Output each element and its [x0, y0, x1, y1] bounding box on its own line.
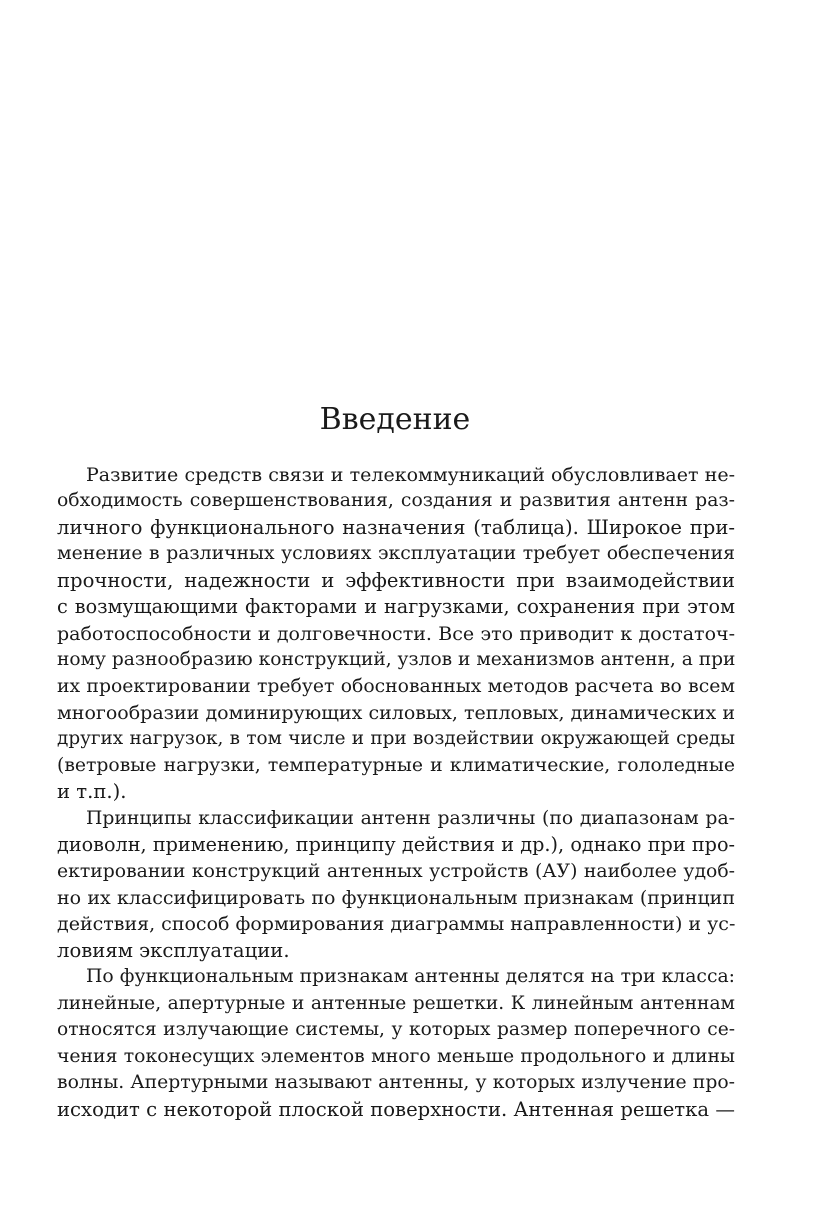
text-line: исходит с некоторой плоской поверхности. Антенная решетка — — [57, 1097, 735, 1121]
text-line: работоспособности и долговечности. Все это приводит к достаточ- — [57, 622, 735, 645]
text-line: волны. Апертурными называют антенны, у которых излучение про- — [57, 1072, 735, 1094]
text-line: ному разнообразию конструкций, узлов и механизмов антенн, а при — [57, 649, 736, 671]
text-line: с возмущающими факторами и нагрузками, сохранения при этом — [57, 595, 735, 619]
text-line: По функциональным признакам антенны делятся на три класса: — [86, 966, 735, 988]
text-line: личного функционального назначения (таблица). Широкое при- — [57, 515, 735, 539]
paragraph-2 — [57, 806, 735, 965]
text-line: обходимость совершенствования, создания и развития антенн раз- — [57, 490, 735, 512]
text-line: и т.п.). — [57, 780, 127, 804]
page-title: Введение — [319, 402, 471, 437]
text-line: ектировании конструкций антенных устройств (АУ) наиболее удоб- — [57, 860, 735, 882]
text-line: Принципы классификации антенн различны (по диапазонам ра- — [86, 807, 735, 829]
text-line: многообразии доминирующих силовых, тепловых, динамических и — [57, 701, 735, 724]
text-line: (ветровые нагрузки, температурные и климатические, гололедные — [57, 754, 735, 776]
text-line: их проектировании требует обоснованных методов расчета во всем — [57, 675, 735, 697]
text-line: других нагрузок, в том числе и при воздействии окружающей среды — [57, 728, 735, 750]
paragraph-3 — [57, 964, 735, 1123]
text-line: ловиям эксплуатации. — [57, 938, 290, 962]
text-line: относятся излучающие системы, у которых размер поперечного се- — [57, 1019, 735, 1041]
text-line: линейные, апертурные и антенные решетки. К линейным антеннам — [57, 992, 735, 1014]
text-line: но их классифицировать по функциональным признакам (принцип — [57, 887, 735, 909]
text-line: диоволн, применению, принципу действия и др.), однако при про- — [57, 833, 735, 857]
body-text — [57, 462, 735, 1123]
text-line: менение в различных условиях эксплуатации требует обеспечения — [57, 543, 735, 565]
text-line: Развитие средств связи и телекоммуникаций обусловливает не- — [86, 464, 735, 486]
text-line: чения токонесущих элементов много меньше продольного и длины — [57, 1045, 735, 1067]
text-line: прочности, надежности и эффективности при взаимодействии — [57, 568, 735, 592]
paragraph-1 — [57, 462, 735, 806]
text-line: действия, способ формирования диаграммы направленности) и ус- — [57, 913, 736, 936]
